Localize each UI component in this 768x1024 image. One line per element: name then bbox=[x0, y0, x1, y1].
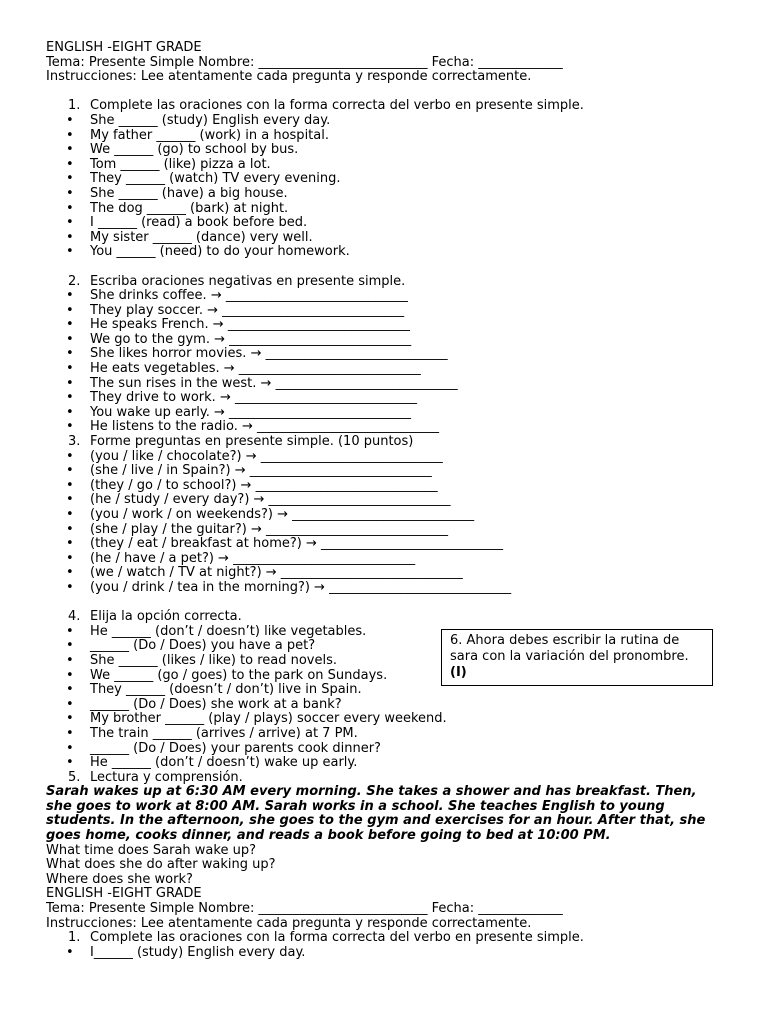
list-item: • They play soccer. → ____________________________ bbox=[46, 304, 726, 319]
reading-question: What time does Sarah wake up? bbox=[46, 842, 256, 858]
list-item: • She likes horror movies. → ____________________________ bbox=[46, 347, 726, 362]
list-item: • ______ (Do / Does) you have a pet? bbox=[46, 639, 726, 654]
topic-name-date-line: Tema: Presente Simple Nombre: __________________________ Fecha: _____________ bbox=[46, 54, 563, 70]
repeat-section-1-heading bbox=[46, 931, 726, 946]
section-3-number: 3. bbox=[68, 434, 81, 450]
list-item: • They ______ (doesn’t / don’t) live in Spain. bbox=[46, 683, 726, 698]
section-5-heading bbox=[46, 771, 726, 786]
section-4-number: 4. bbox=[68, 609, 81, 625]
list-item: • (we / watch / TV at night?) → ____________________________ bbox=[46, 566, 726, 581]
list-item: • (you / work / on weekends?) → ____________________________ bbox=[46, 508, 726, 523]
reading-passage: Sarah wakes up at 6:30 AM every morning. She takes a shower and has breakfast. Then, she goes to work at 8:00 AM. Sarah works in a school. She teaches English to young students. In the afternoon, she goes to the gym and exercises for an hour. After that, she goes home, cooks dinner, and reads a book before going to bed at 10:00 PM. bbox=[46, 784, 706, 844]
section-1-title: Complete las oraciones con la forma correcta del verbo en presente simple. bbox=[90, 98, 584, 114]
repeat-topic-name-date-line: Tema: Presente Simple Nombre: __________________________ Fecha: _____________ bbox=[46, 901, 563, 917]
list-item: • We go to the gym. → ____________________________ bbox=[46, 333, 726, 348]
section-5-title: Lectura y comprensión. bbox=[90, 769, 243, 785]
list-item: • The sun rises in the west. → ____________________________ bbox=[46, 377, 726, 392]
section-6-box bbox=[441, 629, 713, 686]
list-item: • She ______ (have) a big house. bbox=[46, 187, 726, 202]
repeat-worksheet-title: ENGLISH -EIGHT GRADE bbox=[46, 886, 202, 902]
section-2-title: Escriba oraciones negativas en presente simple. bbox=[90, 273, 406, 289]
list-item: • (you / drink / tea in the morning?) → ____________________________ bbox=[46, 581, 726, 596]
list-item: • (she / play / the guitar?) → ____________________________ bbox=[46, 523, 726, 538]
list-item: • (he / study / every day?) → ____________________________ bbox=[46, 493, 726, 508]
list-item: • She drinks coffee. → ____________________________ bbox=[46, 289, 726, 304]
worksheet-page bbox=[46, 41, 726, 960]
instructions: Instrucciones: Lee atentamente cada pregunta y responde correctamente. bbox=[46, 69, 532, 85]
repeat-section-1-number: 1. bbox=[68, 930, 81, 946]
list-item: • She ______ (likes / like) to read novels. bbox=[46, 654, 726, 669]
list-item: • ______ (Do / Does) your parents cook dinner? bbox=[46, 742, 726, 757]
list-item: • (she / live / in Spain?) → ____________________________ bbox=[46, 464, 726, 479]
reading-question: What does she do after waking up? bbox=[46, 857, 276, 873]
repeat-instructions: Instrucciones: Lee atentamente cada pregunta y responde correctamente. bbox=[46, 915, 532, 931]
list-item: • (they / go / to school?) → ____________________________ bbox=[46, 479, 726, 494]
list-item: • He eats vegetables. → ____________________________ bbox=[46, 362, 726, 377]
list-item: • ______ (Do / Does) she work at a bank? bbox=[46, 698, 726, 713]
list-item: • (he / have / a pet?) → ____________________________ bbox=[46, 552, 726, 567]
section-5-number: 5. bbox=[68, 769, 81, 785]
list-item: • I______ (study) English every day. bbox=[46, 946, 726, 961]
list-item: • My father ______ (work) in a hospital. bbox=[46, 129, 726, 144]
list-item: • You ______ (need) to do your homework. bbox=[46, 245, 726, 260]
section-1-list bbox=[46, 114, 726, 260]
list-item: • He ______ (don’t / doesn’t) like vegetables. bbox=[46, 625, 726, 640]
section-2-heading bbox=[46, 275, 726, 290]
section-2-list bbox=[46, 289, 726, 435]
section-6-pronoun: (I) bbox=[450, 665, 467, 680]
repeat-section-1-title: Complete las oraciones con la forma correcta del verbo en presente simple. bbox=[90, 930, 584, 946]
list-item: • They ______ (watch) TV every evening. bbox=[46, 172, 726, 187]
list-item: • She ______ (study) English every day. bbox=[46, 114, 726, 129]
list-item: • (you / like / chocolate?) → ____________________________ bbox=[46, 450, 726, 465]
list-item: • They drive to work. → ____________________________ bbox=[46, 391, 726, 406]
section-3-list bbox=[46, 450, 726, 596]
section-4-title: Elija la opción correcta. bbox=[90, 609, 242, 625]
list-item: • We ______ (go) to school by bus. bbox=[46, 143, 726, 158]
list-item: • The dog ______ (bark) at night. bbox=[46, 202, 726, 217]
section-4-heading bbox=[46, 610, 726, 625]
section-1-heading bbox=[46, 99, 726, 114]
list-item: • He ______ (don’t / doesn’t) wake up early. bbox=[46, 756, 726, 771]
section-3-title: Forme preguntas en presente simple. (10 puntos) bbox=[90, 434, 414, 450]
list-item: • Tom ______ (like) pizza a lot. bbox=[46, 158, 726, 173]
list-item: • He speaks French. → ____________________________ bbox=[46, 318, 726, 333]
list-item: • My brother ______ (play / plays) soccer every weekend. bbox=[46, 712, 726, 727]
list-item: • My sister ______ (dance) very well. bbox=[46, 231, 726, 246]
worksheet-title: ENGLISH -EIGHT GRADE bbox=[46, 40, 202, 55]
list-item: • He listens to the radio. → ____________________________ bbox=[46, 420, 726, 435]
list-item: • I ______ (read) a book before bed. bbox=[46, 216, 726, 231]
section-1-number: 1. bbox=[68, 98, 81, 114]
reading-question: Where does she work? bbox=[46, 871, 193, 887]
list-item: • The train ______ (arrives / arrive) at 7 PM. bbox=[46, 727, 726, 742]
list-item: • We ______ (go / goes) to the park on Sundays. bbox=[46, 669, 726, 684]
list-item: • You wake up early. → ____________________________ bbox=[46, 406, 726, 421]
list-item: • (they / eat / breakfast at home?) → ____________________________ bbox=[46, 537, 726, 552]
section-3-heading bbox=[46, 435, 726, 450]
section-6-text: 6. Ahora debes escribir la rutina de sara con la variación del pronombre. bbox=[450, 633, 689, 664]
section-2-number: 2. bbox=[68, 273, 81, 289]
